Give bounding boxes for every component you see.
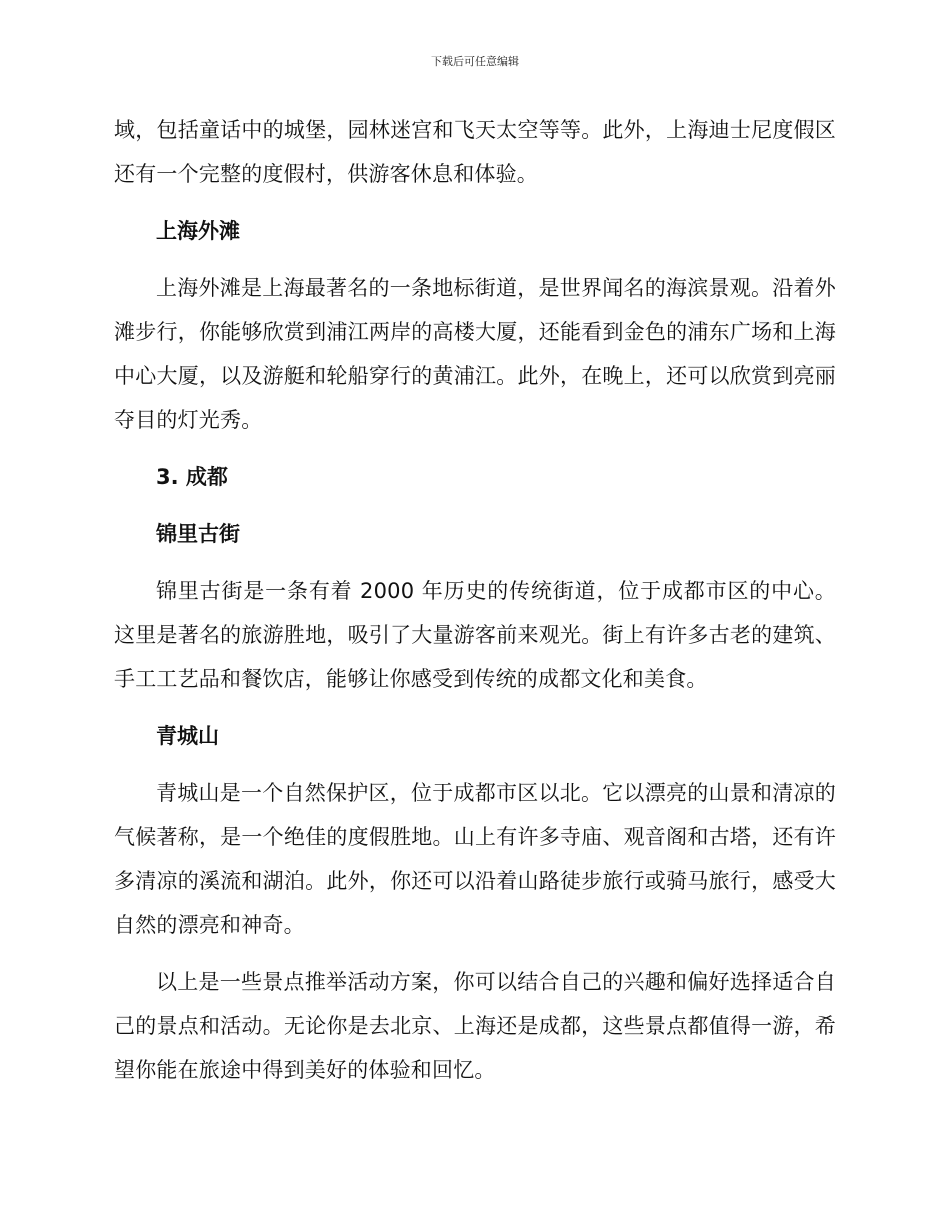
document-body [114,108,836,1092]
heading-qingcheng-mountain: 青城山 [156,724,219,748]
heading-jinli-street: 锦里古街 [156,522,240,546]
heading-shanghai-bund: 上海外滩 [156,219,240,243]
paragraph-shanghai-bund: 上海外滩是上海最著名的一条地标街道，是世界闻名的海滨景观。沿着外滩步行，你能够欣赏到浦江两岸的高楼大厦，还能看到金色的浦东广场和上海中心大厦，以及游艇和轮船穿行的黄浦江。此外，在晚上，还可以欣赏到亮丽夺目的灯光秀。 [114,276,836,432]
paragraph-jinli-street: 锦里古街是一条有着 2000 年历史的传统街道，位于成都市区的中心。这里是著名的旅游胜地，吸引了大量游客前来观光。街上有许多古老的建筑、手工工艺品和餐饮店，能够让你感受到传统的成都文化和美食。 [114,579,836,691]
page-header: 下载后可任意编辑 [431,55,519,68]
paragraph-conclusion: 以上是一些景点推举活动方案，你可以结合自己的兴趣和偏好选择适合自己的景点和活动。无论你是去北京、上海还是成都，这些景点都值得一游，希望你能在旅途中得到美好的体验和回忆。 [114,970,836,1082]
paragraph-qingcheng-mountain: 青城山是一个自然保护区，位于成都市区以北。它以漂亮的山景和清凉的气候著称，是一个绝佳的度假胜地。山上有许多寺庙、观音阁和古塔，还有许多清凉的溪流和湖泊。此外，你还可以沿着山路徒步旅行或骑马旅行，感受大自然的漂亮和神奇。 [114,781,836,937]
heading-chengdu: 3. 成都 [156,465,228,489]
paragraph-disney-continued: 域，包括童话中的城堡，园林迷宫和飞天太空等等。此外，上海迪士尼度假区还有一个完整的度假村，供游客休息和体验。 [114,118,836,186]
